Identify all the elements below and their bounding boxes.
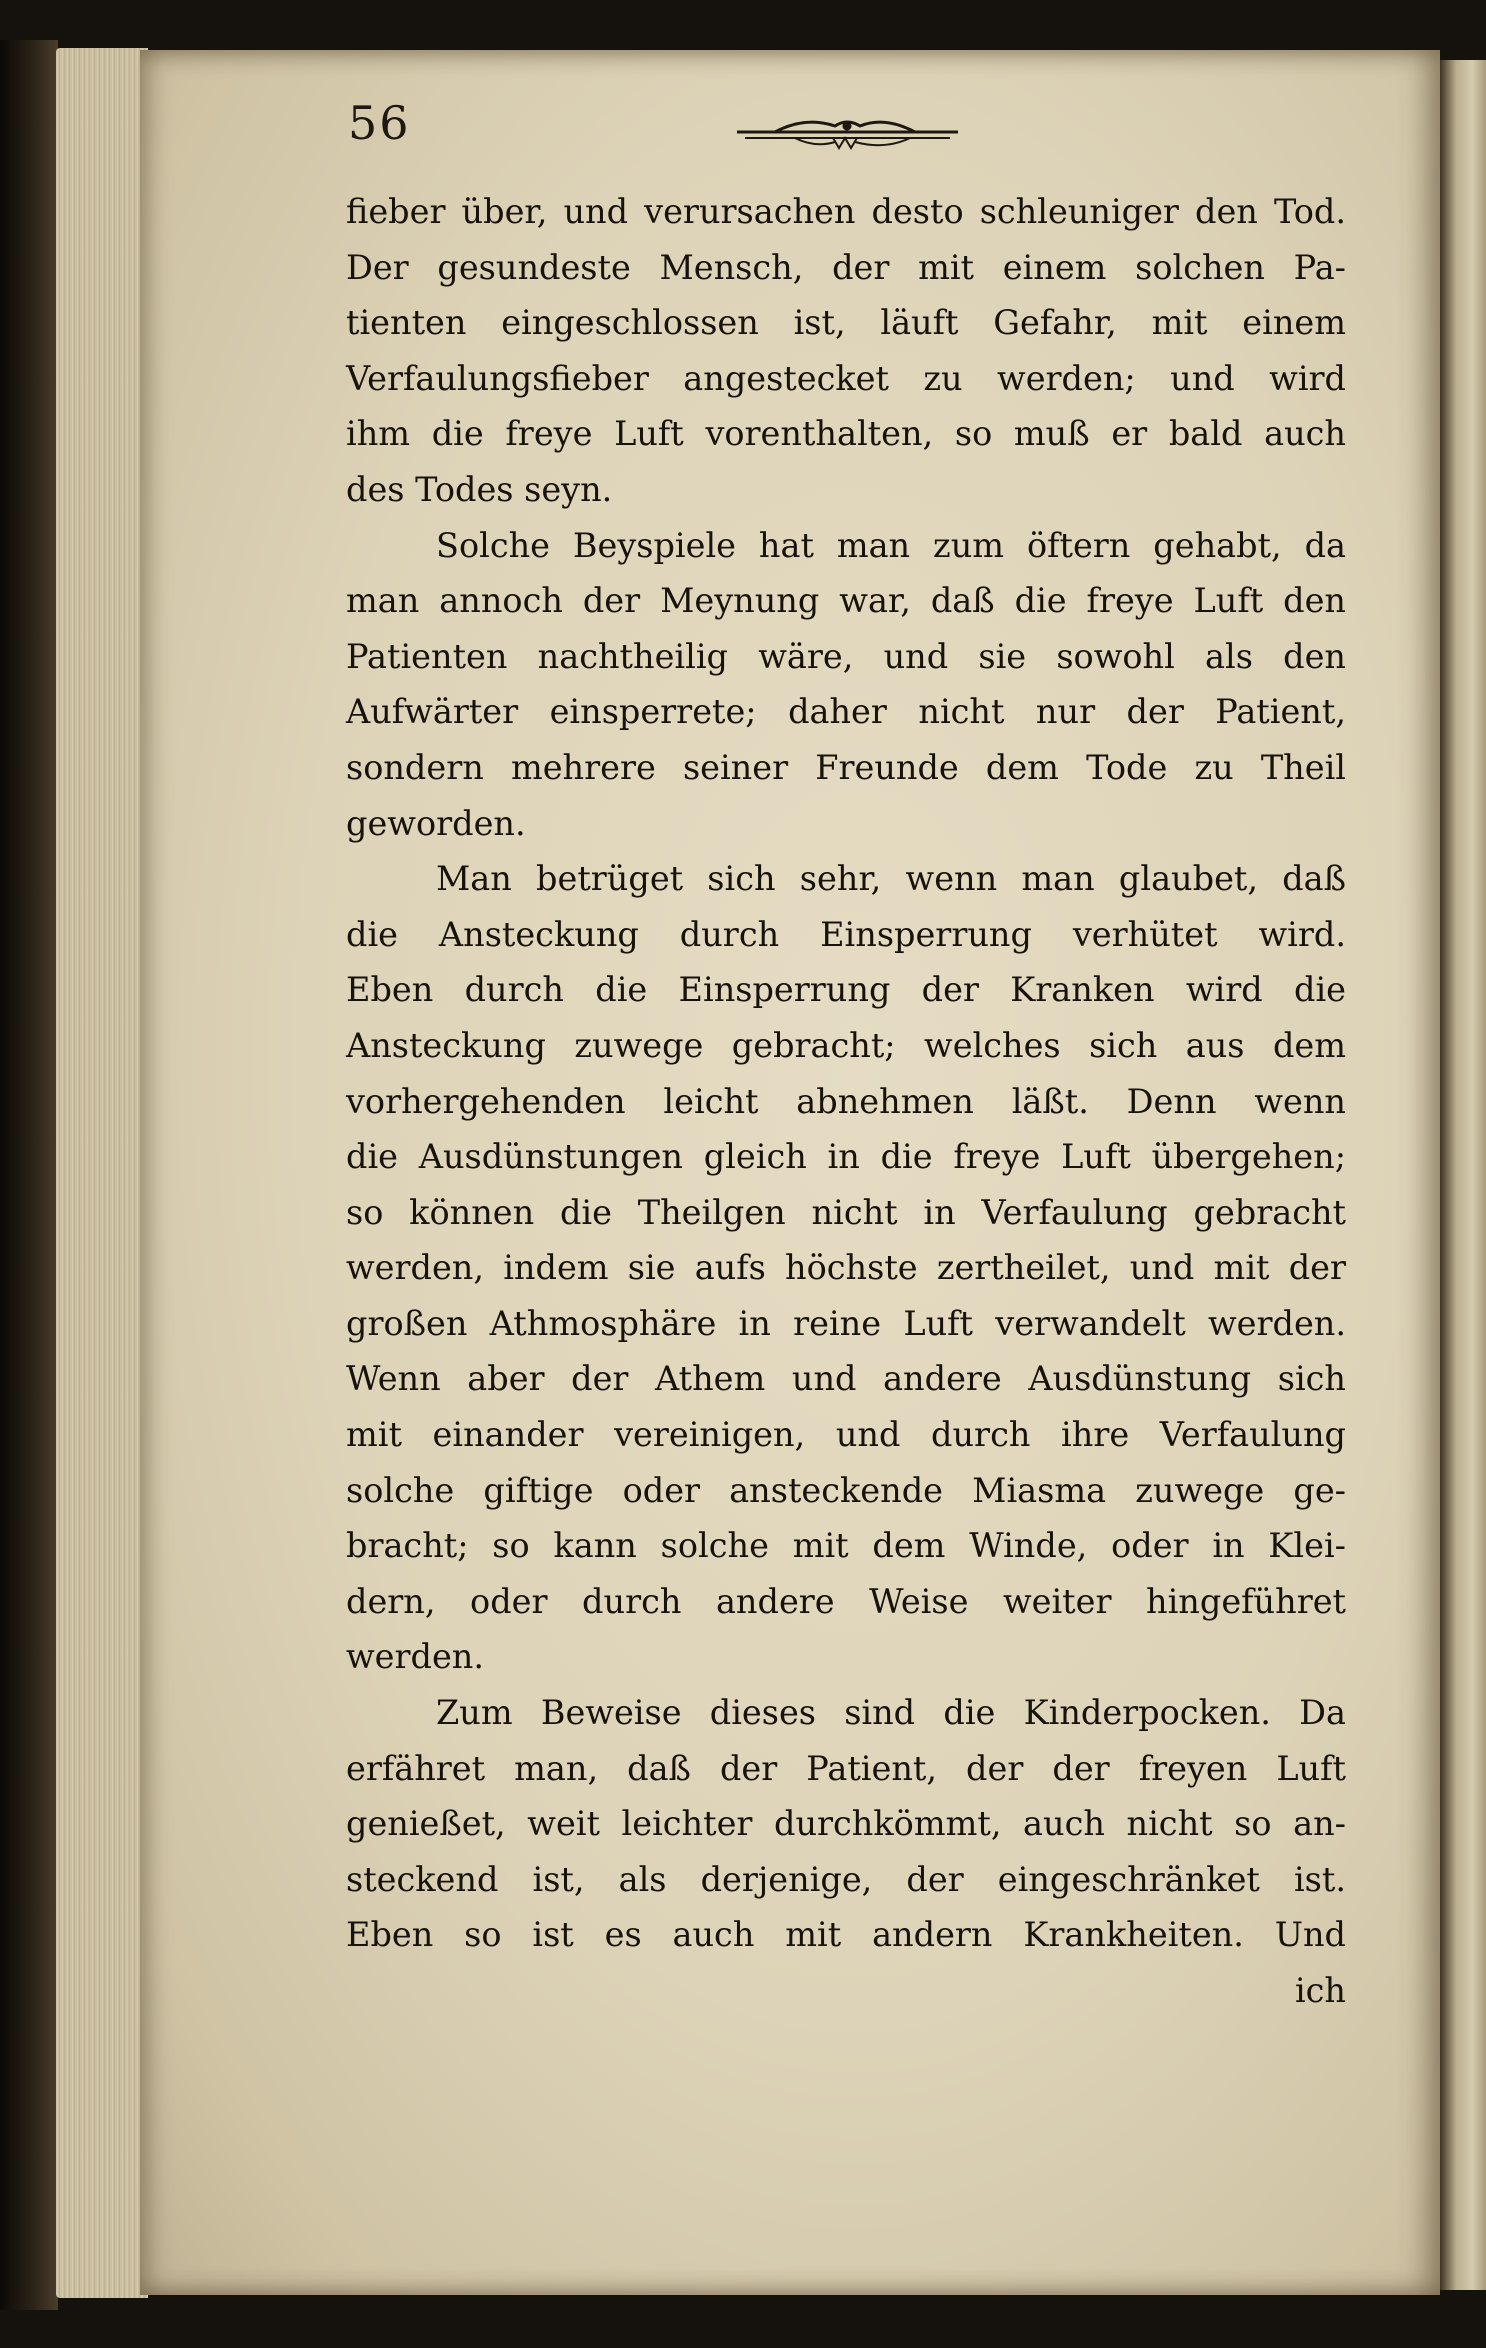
text-line: werden, indem sie aufs höchste zertheilet, und mit der — [346, 1248, 1346, 1288]
page-number: 56 — [348, 96, 411, 150]
text-line: Ansteckung zuwege gebracht; welches sich aus dem — [346, 1025, 1346, 1065]
book-spine — [0, 40, 58, 2310]
text-line: genießet, weit leichter durchkömmt, auch nicht so an- — [346, 1804, 1346, 1844]
text-line: Aufwärter einsperrete; daher nicht nur der Patient, — [346, 692, 1346, 732]
text-line: Patienten nachtheilig wäre, und sie sowohl als den — [346, 636, 1346, 676]
text-line: sondern mehrere seiner Freunde dem Tode zu Theil — [346, 747, 1346, 787]
page-edges-left — [56, 48, 148, 2298]
text-line: tienten eingeschlossen ist, läuft Gefahr, mit einem — [346, 303, 1346, 343]
text-line: man annoch der Meynung war, daß die freye Luft den — [346, 581, 1346, 621]
text-line: so können die Theilgen nicht in Verfaulung gebracht — [346, 1192, 1346, 1232]
text-line: vorhergehenden leicht abnehmen läßt. Denn wenn — [346, 1081, 1346, 1121]
body-text — [346, 184, 1346, 2019]
text-line: werden. — [346, 1637, 485, 1677]
page-edges-right — [1440, 60, 1486, 2290]
text-line: des Todes seyn. — [346, 469, 613, 509]
text-line: die Ausdünstungen gleich in die freye Luft übergehen; — [346, 1137, 1346, 1177]
text-line: großen Athmosphäre in reine Luft verwandelt werden. — [346, 1303, 1346, 1343]
text-line: Solche Beyspiele hat man zum öftern gehabt, da — [436, 525, 1346, 565]
text-line: Der gesundeste Mensch, der mit einem solchen Pa- — [346, 247, 1346, 287]
text-line: solche giftige oder ansteckende Miasma zuwege ge- — [346, 1470, 1346, 1510]
text-line: Man betrüget sich sehr, wenn man glaubet, daß — [436, 859, 1346, 899]
decorative-header-rule-icon — [735, 112, 960, 152]
text-line: Eben so ist es auch mit andern Krankheiten. Und — [346, 1915, 1346, 1955]
text-line: Eben durch die Einsperrung der Kranken wird die — [346, 970, 1346, 1010]
text-line: mit einander vereinigen, und durch ihre Verfaulung — [346, 1415, 1346, 1455]
text-line: erfähret man, daß der Patient, der der freyen Luft — [346, 1748, 1346, 1788]
text-line: steckend ist, als derjenige, der eingeschränket ist. — [346, 1859, 1346, 1899]
text-line: die Ansteckung durch Einsperrung verhütet wird. — [346, 914, 1346, 954]
text-line: ihm die freye Luft vorenthalten, so muß er bald auch — [346, 414, 1346, 454]
catchword: ich — [1294, 1971, 1346, 2010]
text-line: fieber über, und verursachen desto schleuniger den Tod. — [346, 192, 1346, 231]
text-line: geworden. — [346, 803, 526, 843]
text-line: Wenn aber der Athem und andere Ausdünstung sich — [346, 1359, 1346, 1399]
text-line: Verfaulungsfieber angestecket zu werden; und wird — [346, 358, 1346, 398]
text-line: dern, oder durch andere Weise weiter hingeführet — [346, 1581, 1346, 1621]
text-line: Zum Beweise dieses sind die Kinderpocken. Da — [436, 1693, 1346, 1733]
text-line: bracht; so kann solche mit dem Winde, oder in Klei- — [346, 1526, 1346, 1566]
